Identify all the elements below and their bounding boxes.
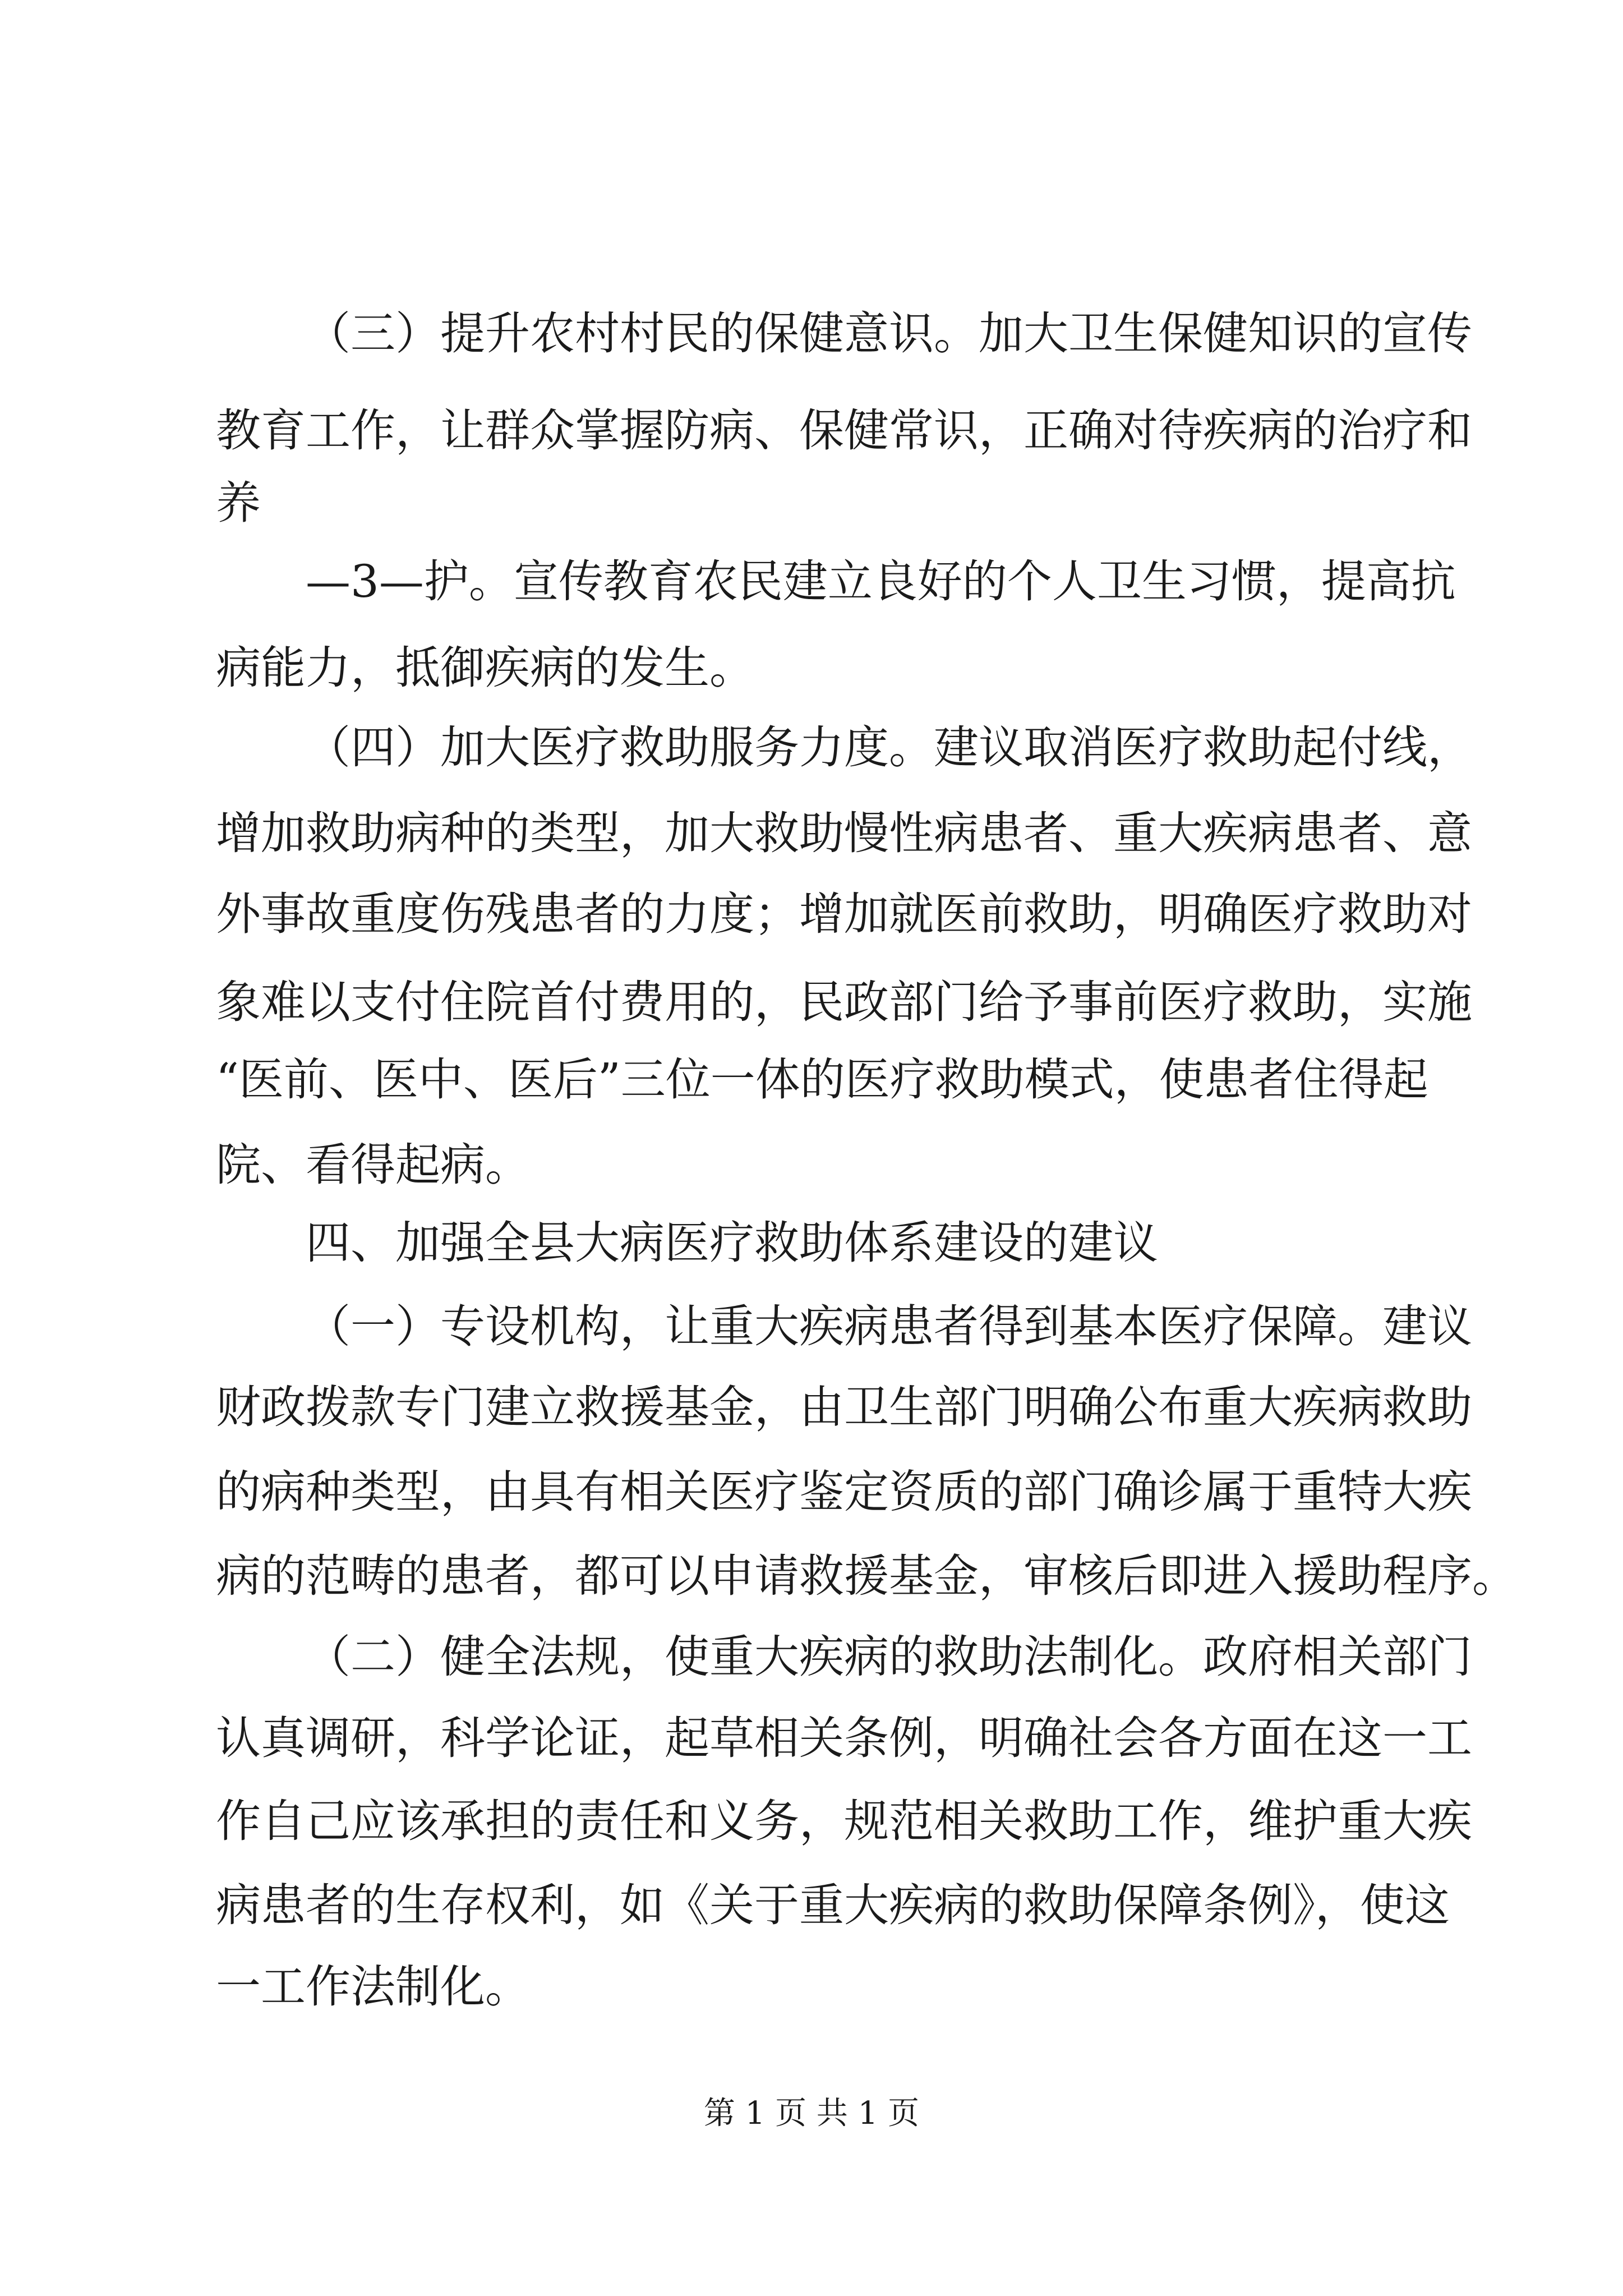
paragraph-line: 养 — [216, 477, 261, 529]
paragraph-line: （一）专设机构，让重大疾病患者得到基本医疗保障。建议 — [306, 1300, 1472, 1352]
section-heading: 四、加强全县大病医疗救助体系建设的建议 — [306, 1217, 1158, 1269]
paragraph-line: 外事故重度伤残患者的力度；增加就医前救助，明确医疗救助对 — [216, 888, 1472, 940]
paragraph-line: 的病种类型，由具有相关医疗鉴定资质的部门确诊属于重特大疾 — [216, 1466, 1472, 1518]
paragraph-line: “医前、医中、医后”三位一体的医疗救助模式，使患者住得起 — [216, 1053, 1428, 1106]
paragraph-line: 增加救助病种的类型，加大救助慢性病患者、重大疾病患者、意 — [216, 807, 1472, 859]
paragraph-line: 认真调研，科学论证，起草相关条例，明确社会各方面在这一工 — [216, 1712, 1472, 1764]
paragraph-line: 作自己应该承担的责任和义务，规范相关救助工作，维护重大疾 — [216, 1795, 1472, 1847]
paragraph-line: （三）提升农村村民的保健意识。加大卫生保健知识的宣传 — [306, 307, 1472, 360]
paragraph-line: 院、看得起病。 — [216, 1139, 530, 1191]
paragraph-line: 病能力，抵御疾病的发生。 — [216, 642, 754, 694]
paragraph-line: —3—护。宣传教育农民建立良好的个人卫生习惯，提高抗 — [306, 555, 1456, 608]
paragraph-line: （四）加大医疗救助服务力度。建议取消医疗救助起付线， — [306, 721, 1472, 774]
paragraph-line: 病的范畴的患者，都可以申请救援基金，审核后即进入援助程序。 — [216, 1550, 1517, 1602]
paragraph-line: 象难以支付住院首付费用的，民政部门给予事前医疗救助，实施 — [216, 976, 1472, 1028]
paragraph-line: （二）健全法规，使重大疾病的救助法制化。政府相关部门 — [306, 1631, 1472, 1683]
paragraph-line: 教育工作，让群众掌握防病、保健常识，正确对待疾病的治疗和 — [216, 404, 1472, 457]
paragraph-line: 一工作法制化。 — [216, 1961, 530, 2013]
paragraph-line: 病患者的生存权利，如《关于重大疾病的救助保障条例》，使这 — [216, 1879, 1450, 1931]
paragraph-line: 财政拨款专门建立救援基金，由卫生部门明确公布重大疾病救助 — [216, 1381, 1472, 1433]
page-number-footer: 第 1 页 共 1 页 — [703, 2095, 920, 2132]
